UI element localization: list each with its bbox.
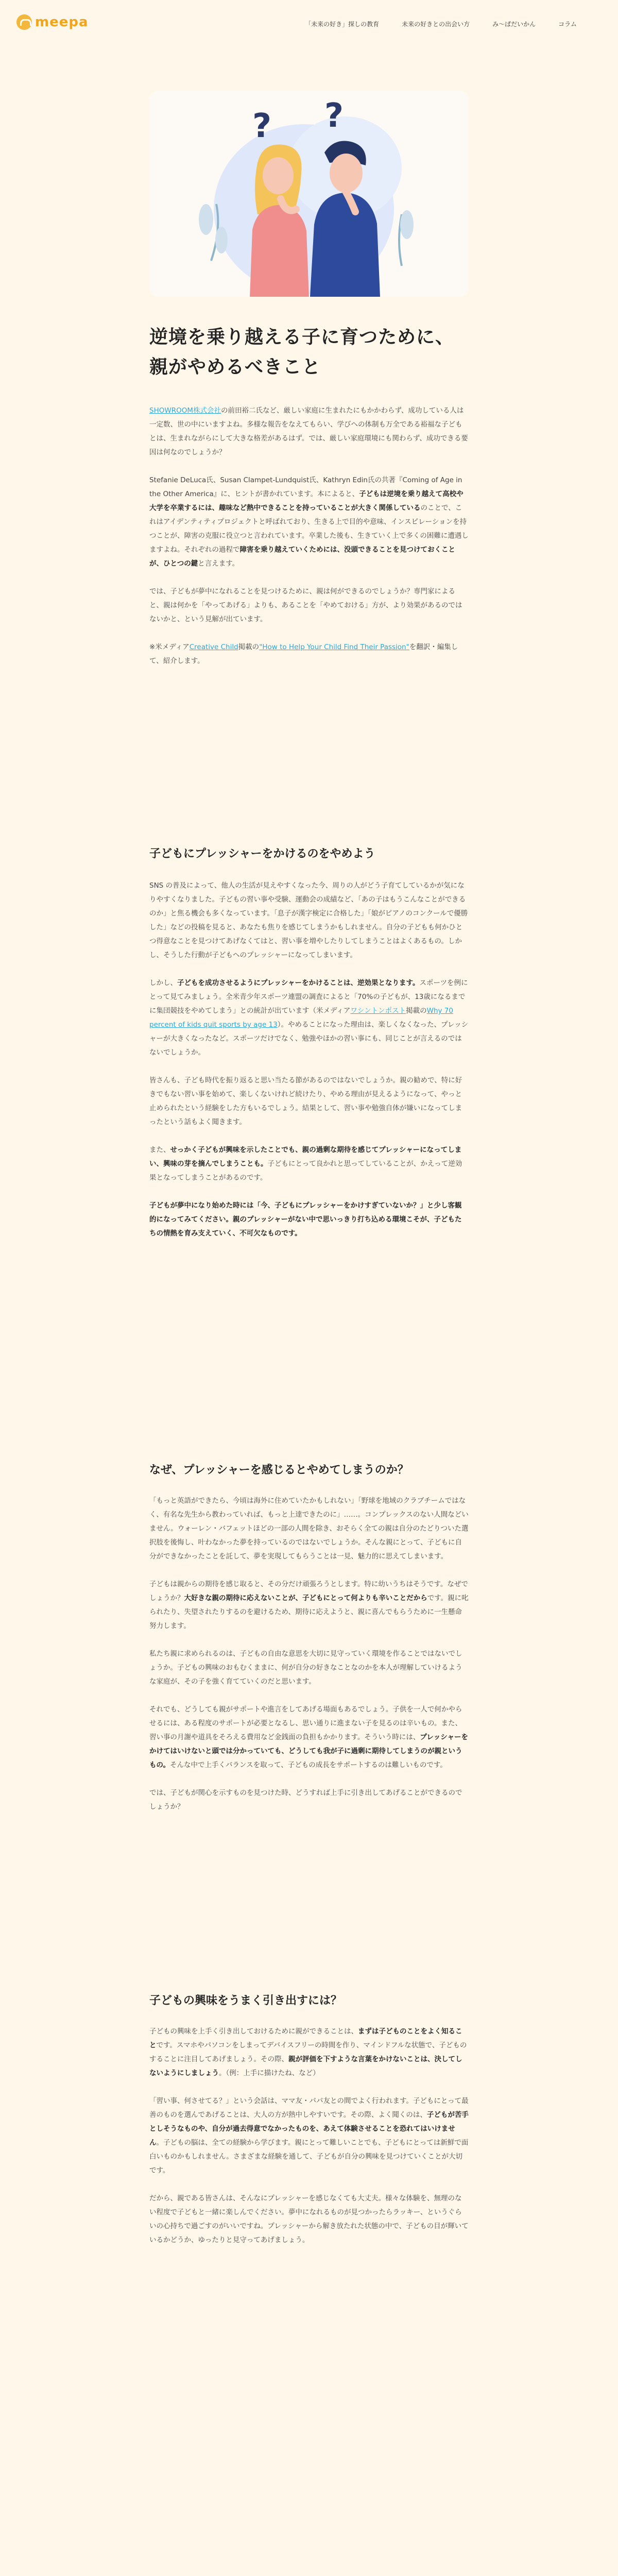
s1-bold-5b: 親のプレッシャーがない中で思いっきり打ち込める環境こそが、子どもたちの情熱を育み支えていく、不可欠なものです。 — [149, 1215, 462, 1238]
site-header — [0, 0, 618, 49]
s1-paragraph-3: 皆さんも、子ども時代を振り返ると思い当たる節があるのではないでしょうか。親の勧めで、特に好きでもない習い事を始めて、楽しくないけれど続けたり、やめる理由が見えるようになって、やっと止められたという経験をした方もいるでしょう。結果として、習い事や勉強自体が嫌いになってしまったという話もよく聞きます。 — [149, 1076, 462, 1126]
s3-text-2c: 。子どもの脳は、全ての経験から学びます。親にとって難しいことでも、子どもにとっては新鮮で面白いものかもしれません。さまざまな経験を通して、子どもが自分の興味を見つけていくことが大切です。 — [149, 2139, 469, 2175]
section-3-heading: 子どもの興味をうまく引き出すには？ — [149, 1994, 342, 2007]
s3-bold-2b: 子どもが苦手としそうなものや、自分が過去得意でなかったものを、あえて体験させることを恐れてはいけません — [149, 2111, 469, 2147]
s2-paragraph-1: 「もっと英語ができたら、今頃は海外に住めていたかもしれない」「野球を地域のクラブチームではなく、有名な先生から教わっていれば、もっと上達できたのに」……。コンプレックスのない人間などいません。ウォーレン・バフェットほどの一部の人間を除き、おそらく全ての親は自分のたどりついた選択肢を後悔し、叶わなかった夢を持っているのではないでしょうか。そんな親にとって、子どもに自分ができなかったことを託して、夢を実現してもらうことは一見、魅力的に思えてしまいます。 — [149, 1497, 469, 1561]
section-1-heading: 子どもにプレッシャーをかけるのをやめよう — [149, 848, 375, 860]
section-1-body — [149, 879, 469, 1255]
s3-paragraph-3: だから、親である皆さんは、そんなにプレッシャーを感じなくても大丈夫。様々な体験を、無理のない程度で子どもと一緒に楽しんでください。夢中になれるものが見つかったらラッキー、というぐらいの心持ちで過ごすのがいいですね。プレッシャーから解き放たれた状態の中で、子どもの目が輝いているかどうか、ゆったりと見守ってあげましょう。 — [149, 2194, 469, 2244]
s3-paragraph-2 — [149, 2094, 469, 2178]
intro-bold-2b: 子どもは逆境を乗り越えて高校や大学を卒業するには、趣味など熱中できることを持っていることが大きく関係している — [149, 490, 464, 512]
hero-illustration — [149, 91, 469, 297]
nav-item-column[interactable]: コラム — [558, 21, 577, 28]
svg-text:?: ? — [324, 97, 344, 135]
s2-text-4a: それでも、どうしても親がサポートや進言をしてあげる場面もあるでしょう。子供を一人で何かやらせるには、ある程度のサポートが必要となるし、思い通りに進まない子を見るのは辛いもの。また、習い事の月謝や道具をそろえる費用など金銭面の負担もかかります。そういう時には、 — [149, 1705, 462, 1741]
article-title — [149, 323, 469, 382]
intro-paragraph-4 — [149, 640, 469, 668]
s1-paragraph-4 — [149, 1143, 469, 1185]
s3-bold-1d: 親が評価を下すような言葉をかけないことは、決してしないようにしましょう — [149, 2055, 462, 2077]
s1-bold-5a: 子どもが夢中になり始めた時には「今、子どもにプレッシャーをかけすぎていないか？」と少し客観的になってみてください。 — [149, 1201, 462, 1224]
logo-text: meepa — [35, 14, 89, 30]
intro-paragraph-3: では、子どもが夢中になれることを見つけるために、親は何ができるのでしょうか？専門家によると、親は何かを「やってあげる」よりも、あることを「やめておける」方が、より効果があるのではないかと、という見解が出ています。 — [149, 587, 462, 623]
s3-text-2a: 「習い事、何させてる？」という会話は、ママ友・パパ友との間でよく行われます。子どもにとって最善のものを選んであげることは、大人の方が熱中しやすいです。その際、よく聞くのは、 — [149, 2097, 469, 2119]
article-title-line-1: 逆境を乗り越える子に育つために、 — [149, 327, 455, 348]
s2-bold-4b: プレッシャーをかけてはいけないと頭では分かっていても、どうしても我が子に過剰に期待してしまうのが親というもの。 — [149, 1733, 468, 1769]
s2-paragraph-3: 私たち親に求められるのは、子どもの自由な意思を大切に見守っていく環境を作ることではないでしょうか。子どもの興味のおもむくままに、何が自分の好きなことなのかを本人が理解していけるような家庭が、その子を強く育てていくのだと思います。 — [149, 1650, 462, 1686]
s3-text-1a: 子どもの興味を上手く引き出しておけるために親ができることは、 — [149, 2027, 358, 2036]
s2-paragraph-4 — [149, 1703, 469, 1772]
intro-text-4c: を翻訳・編集して、紹介します。 — [149, 643, 458, 665]
intro-text-2c: のことで、これはアイデンティティプロジェクトと呼ばれており、生きる上で目的や意味、インスピレーションを持つことが、障害の克服に役立つと言われています。卒業した後も、生きていく上で多くの困難に遭遇しますよね。それぞれの過程で — [149, 504, 469, 554]
s2-text-2c: です。親に叱られたり、失望されたりするのを避けるため、期待に応えようと、親に喜んでもらうために一生懸命努力します。 — [149, 1594, 469, 1630]
s3-text-1c: です。スマホやパソコンをしまってデバイスフリーの時間を作り、マインドフルな状態で、子どものすることに注目してあげましょう。その際、 — [149, 2041, 467, 2063]
s1-text-2e: ）。やめることになった理由は、楽しくなくなった、プレッシャーが大きくなったなど。スポーツだけでなく、勉強やほかの習い事にも、同じことが言えるのではないでしょうか。 — [149, 1021, 469, 1057]
s1-paragraph-5 — [149, 1199, 469, 1241]
confused-parents-illustration — [149, 91, 469, 297]
s1-paragraph-2 — [149, 976, 469, 1060]
intro-paragraph-2 — [149, 473, 469, 571]
nav-item-encounter[interactable]: 未来の好きとの出会い方 — [402, 21, 470, 28]
s3-paragraph-1 — [149, 2025, 469, 2080]
article-title-line-2: 親がやめるべきこと — [149, 357, 321, 378]
washington-post-link[interactable]: ワシントンポスト — [350, 1007, 406, 1015]
s1-text-2a: しかし、 — [149, 979, 177, 987]
intro-text-4a: ※米メディア — [149, 643, 190, 651]
s1-bold-4b: せっかく子どもが興味を示したことでも、親の過剰な期待を感じてプレッシャーになってしまい、興味の芽を摘んでしまうことも。 — [149, 1146, 462, 1168]
section-2-heading: なぜ、プレッシャーを感じるとやめてしまうのか？ — [149, 1464, 409, 1477]
s2-text-2a: 子どもは親からの期待を感じ取ると、その分だけ頑張ろうとします。特に幼いうちはそうです。なぜでしょうか？ — [149, 1580, 468, 1602]
main-nav — [305, 20, 577, 28]
s1-text-4c: 子どもにとって良かれと思ってしていることが、かえって逆効果となってしまうことがあるのです。 — [149, 1160, 462, 1182]
site-logo[interactable] — [16, 14, 89, 30]
s2-text-4c: そんな中で上手くバランスを取って、子どもの成長をサポートするのは難しいものです。 — [169, 1761, 447, 1769]
why-70-percent-link[interactable]: Why 70 percent of kids quit sports by age 13 — [149, 1007, 453, 1029]
showroom-link[interactable]: SHOWROOM株式会社 — [149, 406, 221, 415]
section-3-body — [149, 2025, 469, 2261]
logo-mark-icon — [16, 14, 32, 30]
creative-child-link[interactable]: Creative Child — [189, 643, 238, 651]
svg-text:?: ? — [252, 107, 272, 145]
source-article-link[interactable]: "How to Help Your Child Find Their Passion" — [259, 643, 409, 651]
section-2-body — [149, 1494, 469, 1828]
s1-text-2c: スポーツを例にとって見てみましょう。全米青少年スポーツ連盟の調査によると「70%の子どもが、13歳になるまでに集団競技をやめてしまう」との統計が出ています（米メディア — [149, 979, 468, 1015]
s1-text-4a: また、 — [149, 1146, 170, 1154]
s2-paragraph-5: では、子どもが関心を示すものを見つけた時、どうすれば上手に引き出してあげることができるのでしょうか？ — [149, 1789, 462, 1811]
intro-paragraph-1 — [149, 404, 469, 460]
intro-bold-2d: 障害を乗り越えていくためには、没頭できることを見つけておくことが、ひとつの鍵 — [149, 546, 455, 568]
s2-paragraph-2 — [149, 1578, 469, 1633]
s1-paragraph-1: SNS の普及によって、他人の生活が見えやすくなった今、周りの人がどう子育てしているかが気になりやすくなりました。子どもの習い事や受験、運動会の成績など、「あの子はもうこんなことができるのか」と焦る機会も多くなっています。「息子が漢字検定に合格した」「娘がピアノのコンクールで優勝した」などの投稿を見ると、あなたも焦りを感じてしまうかもしれません。自分の子どもも何かひとつ得意なことを見つけてあげなくてはと、習い事を増やしたりしてしまうことはよくあるもの。しかし、そうした行動が子どもへのプレッシャーになってしまいます。 — [149, 882, 468, 959]
intro-text-4b: 掲載の — [238, 643, 260, 651]
s1-text-2d: 掲載の — [406, 1007, 427, 1015]
s2-bold-2b: 大好きな親の期待に応えないことが、子どもにとって何よりも辛いことだから — [184, 1594, 427, 1602]
s1-bold-2b: 子どもを成功させるようにプレッシャーをかけることは、逆効果となります。 — [177, 979, 420, 987]
nav-item-meepa-daikan[interactable]: み〜ぱだいかん — [492, 21, 536, 28]
intro-text-2e: と言えます。 — [198, 560, 239, 568]
s3-text-1e: 。（例：上手に描けたね、など） — [219, 2069, 320, 2077]
intro-text-2a: Stefanie DeLuca氏、Susan Clampet-Lundquist氏、Kathryn Edin氏の共著『Coming of Age in the Other America』に、ヒントが書かれています。本によると、 — [149, 476, 462, 498]
s3-bold-1b: まずは子どものことをよく知ること — [149, 2027, 462, 2049]
nav-item-education[interactable]: 「未来の好き」探しの教育 — [305, 21, 380, 28]
intro-text-1: の前田裕二氏など、厳しい家庭に生まれたにもかかわらず、成功している人は一定数、世の中にいますよね。多様な報告をなえてもらい、学びへの体制も万全である裕福な子どもとは、生まれながらにして大きな格差があるはず。では、厳しい家庭環境にも関わらず、成功できる要因は何なのでしょうか？ — [149, 406, 468, 456]
article-intro — [149, 404, 469, 682]
